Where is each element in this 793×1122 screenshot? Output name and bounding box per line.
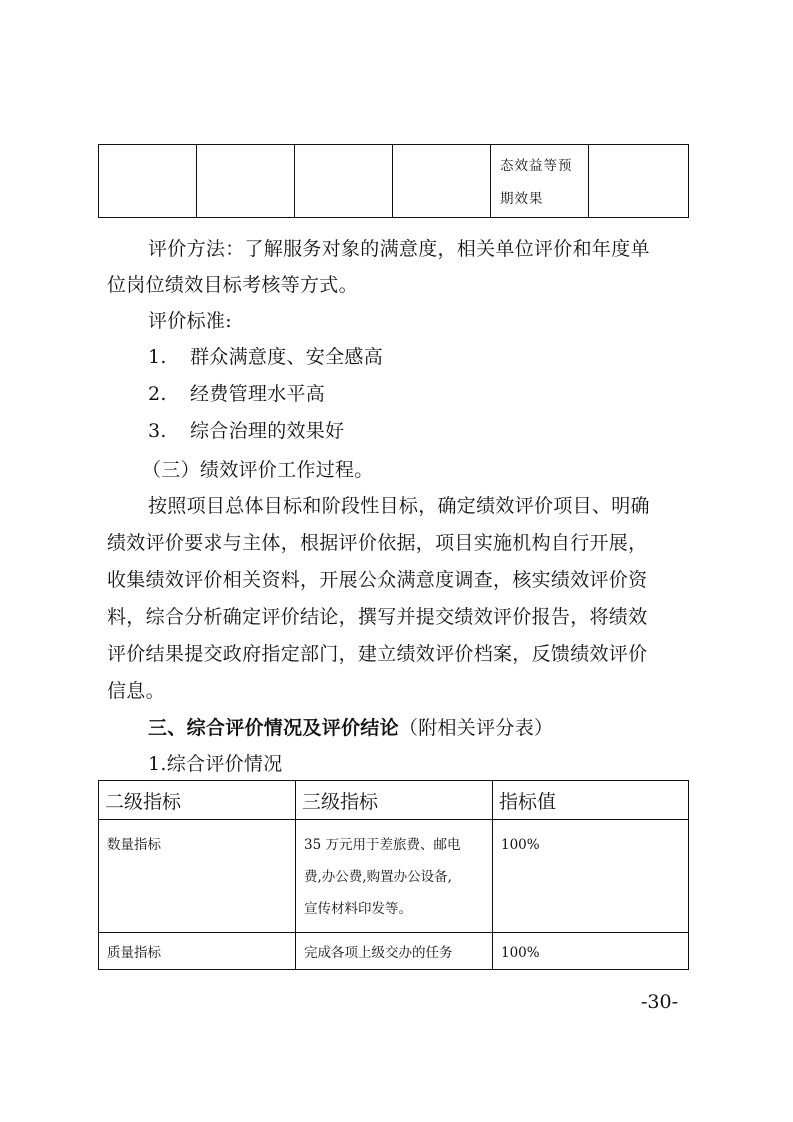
standard-item-number: 2. <box>148 383 167 405</box>
standard-item-number: 1. <box>148 346 167 368</box>
standard-item <box>148 342 383 369</box>
table-cell <box>99 145 197 218</box>
header-cell-level2: 二级指标 <box>99 781 296 820</box>
cell-text-line: 期效果 <box>500 191 544 207</box>
table-cell-expected-effect <box>491 145 589 218</box>
process-paragraph-line: 信息。 <box>107 680 165 702</box>
header-cell-level3: 三级指标 <box>296 781 493 820</box>
value-text: 100% <box>501 945 540 961</box>
sub-heading: 1.综合评价情况 <box>148 753 283 775</box>
process-paragraph-line: 绩效评价要求与主体，根据评价依据，项目实施机构自行开展， <box>107 532 648 554</box>
level2-cell <box>99 933 296 970</box>
cell-text-line: 态效益等预 <box>500 158 573 174</box>
level3-cell <box>296 820 493 933</box>
standard-item <box>148 416 344 443</box>
table-header-row <box>99 781 689 820</box>
level2-cell <box>99 820 296 933</box>
standard-item <box>148 379 325 406</box>
level3-text-line: 宣传材料印发等。 <box>304 901 412 917</box>
level3-text-line: 完成各项上级交办的任务 <box>304 945 453 961</box>
level3-text-line: 35 万元用于差旅费、邮电 <box>304 837 461 853</box>
page-number: -30- <box>641 991 679 1013</box>
table-cell <box>589 145 689 218</box>
standard-item-number: 3. <box>148 420 167 442</box>
standard-title: 评价标准: <box>148 310 232 332</box>
evaluation-table <box>98 780 689 970</box>
table-row <box>99 820 689 933</box>
value-cell <box>493 820 689 933</box>
level3-text-line: 费,办公费,购置办公设备, <box>304 869 452 885</box>
process-paragraph-line: 收集绩效评价相关资料，开展公众满意度调查，核实绩效评价资 <box>107 569 648 591</box>
method-paragraph-line: 评价方法：了解服务对象的满意度，相关单位评价和年度单 <box>148 238 650 260</box>
level2-text: 数量指标 <box>107 837 161 853</box>
process-title: （三）绩效评价工作过程。 <box>142 459 374 481</box>
process-paragraph-line: 按照项目总体目标和阶段性目标，确定绩效评价项目、明确 <box>148 495 650 517</box>
section-heading <box>148 713 553 740</box>
header-cell-value: 指标值 <box>493 781 689 820</box>
level3-cell <box>296 933 493 970</box>
table-cell <box>393 145 491 218</box>
level2-text: 质量指标 <box>107 945 161 961</box>
standard-item-text: 群众满意度、安全感高 <box>190 346 384 368</box>
value-text: 100% <box>501 837 540 853</box>
process-paragraph-line: 料，综合分析确定评价结论，撰写并提交绩效评价报告，将绩效 <box>107 606 648 628</box>
table-cell <box>197 145 295 218</box>
standard-item-text: 经费管理水平高 <box>190 383 326 405</box>
method-paragraph-line: 位岗位绩效目标考核等方式。 <box>107 274 358 296</box>
standard-item-text: 综合治理的效果好 <box>190 420 345 442</box>
table-row <box>99 933 689 970</box>
section-heading-note: （附相关评分表） <box>398 717 554 739</box>
section-heading-main: 三、综合评价情况及评价结论 <box>148 717 399 739</box>
process-paragraph-line: 评价结果提交政府指定部门，建立绩效评价档案，反馈绩效评价 <box>107 643 648 665</box>
continued-indicator-table <box>98 144 689 218</box>
value-cell <box>493 933 689 970</box>
table-cell <box>295 145 393 218</box>
